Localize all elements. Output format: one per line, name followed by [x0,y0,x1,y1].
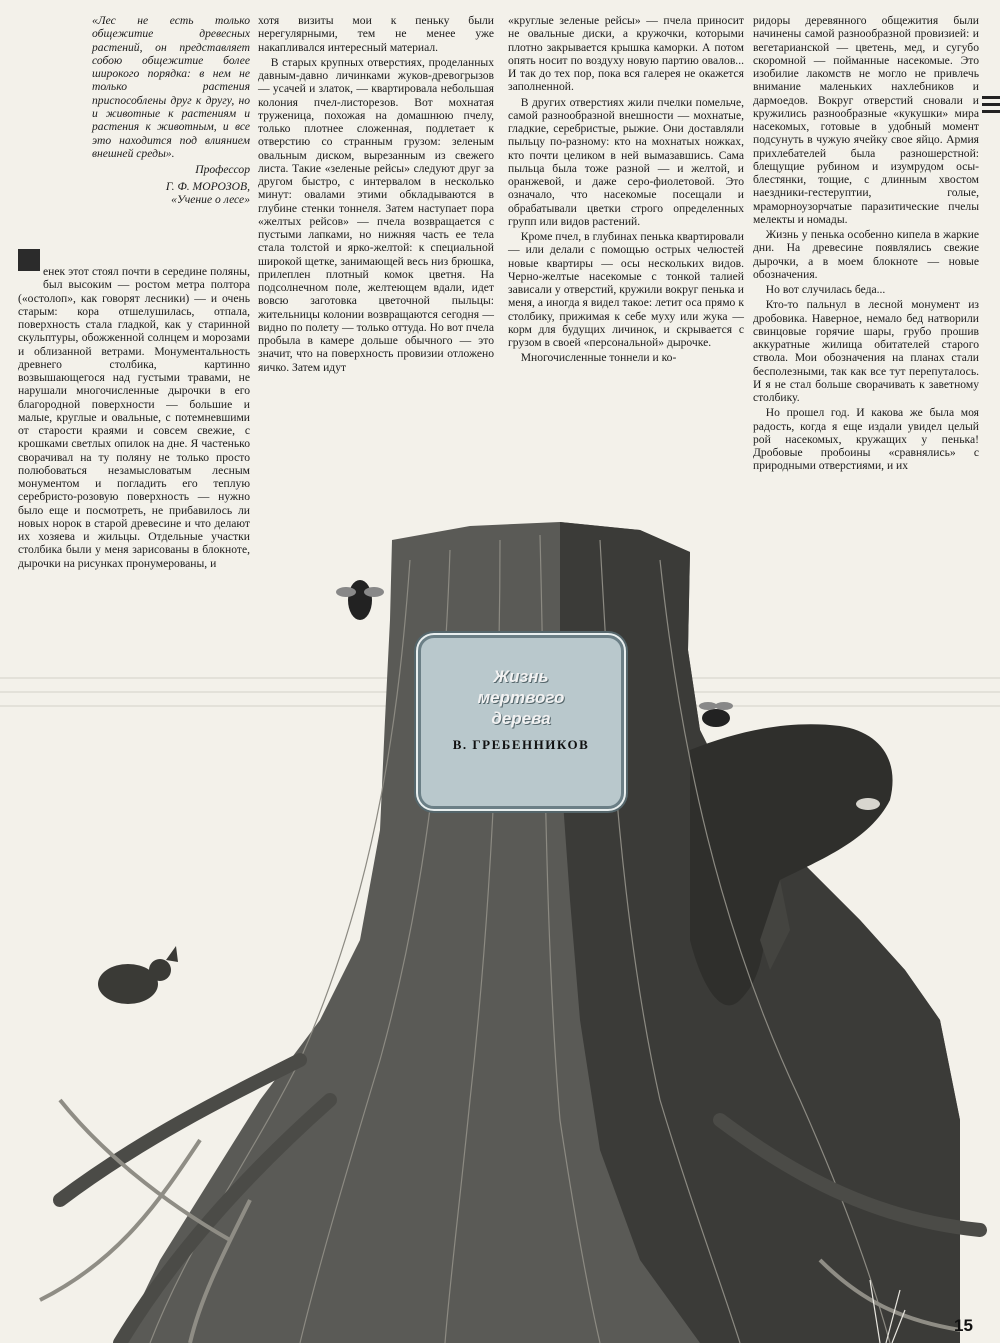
article-title-line-3: дерева [491,709,551,728]
stump-illustration [0,500,1000,1343]
epigraph [92,14,250,206]
edge-marks [982,96,1000,122]
paragraph: ридоры деревянного общежития были начинены самой разнообразной провизией: и вегетарианской — цветень, мед, и сугубо скоромной — пойманные насекомые. Это изобилие лакомств не могло не привлечь внимание маленьких нахлебников и дармоедов. Вокруг отверстий сновали и кружились разнообразные «кукушки» мира насекомых, готовые в удобный момент подсунуть в чужую ячейку свое яйцо. Армия прихлебателей была разношерстной: блещущие рубином и изумрудом осы-блестянки, тощие, с длинным хвостом наездники-гестеруптии, голые, мраморноузорчатые паразитические пчелы мелекты и номады. [753,14,979,226]
article-column-4 [753,14,979,473]
paragraph: хотя визиты мои к пеньку были нерегулярными, тем не менее уже накапливался интересный материал. [258,14,494,54]
paragraph: Но вот случилась беда... [765,283,886,296]
paragraph: В старых крупных отверстиях, проделанных давным-давно личинками жуков-древогрызов — усачей и златок, — квартировала небольшая колония пчел-листорезов. Вот мохнатая труженица, похожая на домашнюю пчелу, только плотнее сложенная, подлетает к отверстию со странным грузом: зеленым овальным диском, вырезанным из свежего листа. Такие «зеленые рейсы» следуют друг за другом быстро, с интервалом в несколько минут: овалами этими обкладываются в глубине стенки тоннеля. Затем наступает пора «желтых рейсов» — пчела возвращается с пустыми лапками, но нижняя часть ее тела стала толстой и ярко-желтой: к специальной широкой щетке, занимающей весь низ брюшка, прилеплен плотный комок цветня. На подсолнечном поле, желтеющем вдали, идет вовсю заготовка цветочной пыльцы: жительницы колонии возвращаются сегодня — видно по полету — только оттуда. Но вот пчела пробыла в камере дольше обычного — это значит, что на поверхность провизии отложено яичко. Затем идут [258,55,494,374]
page-number: 15 [954,1316,973,1335]
title-card [418,635,624,809]
drop-cap-ornament [18,249,40,271]
article-title-line-1: Жизнь [493,667,549,686]
paragraph: Кто-то пальнул в лесной монумент из дробовика. Наверное, немало бед натворили свинцовые горячие шары, грубо прошив аккуратные жилища обитателей старого ствола. Мои обозначения на планах стали бесполезными, так как все тут перепуталось. И я не стал больше сворачивать к заветному столбику. [753,298,979,404]
article-column-2 [258,14,494,374]
article-title-line-2: мертвого [477,688,565,707]
epigraph-work: «Учение о лесе» [171,192,250,206]
article-column-3 [508,14,744,365]
bee-insect-right [699,702,733,727]
paragraph: Кроме пчел, в глубинах пенька квартировали — или делали с помощью острых челюстей новые квартиры — осы нескольких видов. Черно-желтые насекомые с тонкой талией зависали у отверстий, кружили вокруг пенька и меня, а иногда я видел такое: летит оса прямо к столбику, прижимая к себе муху или жука — корм для будущих личинок, и скрывается с грузом в своей «персональной» дырочке. [508,230,744,349]
epigraph-quote: «Лес не есть только общежитие древесных растений, он представляет собою общежитие более широкого порядка: в нем не только растения приспособлены друг к другу, но и животные к растениям и растения к животным, и все это находится под влиянием внешней среды». [92,14,250,160]
paragraph: В других отверстиях жили пчелки помельче, самой разнообразной внешности — мохнатые, гладкие, серебристые, рыжие. Они доставляли пыльцу по-разному: кто на мохнатых ножках, кто почти целиком в ней вымазавшись. Сама пыльца была тоже разной — и желтой, и оранжевой, и даже серо-фиолетовой. Это означало, что насекомые посещали и обрабатывали цветки строго определенных групп или видов растений. [508,95,744,228]
bee-insect-left [336,580,384,620]
epigraph-author-title: Профессор [195,163,250,177]
paragraph: Жизнь у пенька особенно кипела в жаркие дни. На древесине появлялись свежие дырочки, а в моем блокноте — новые обозначения. [753,228,979,281]
article-author: В. ГРЕБЕННИКОВ [452,737,590,752]
paragraph: Но прошел год. И какова же была моя радость, когда я еще издали увидел целый рой насекомых, кружащих у пенька! Дробовые пробоины «сравнялись» с природными отверстиями, и их [753,406,979,473]
larva-insect [856,798,880,810]
paragraph-text: енек этот стоял почти в середине поляны, был высоким — ростом метра полтора («остолоп», как говорят лесники) — и очень старым: кора отшелушилась, отпала, поверхность стала гладкой, как у старинной скульптуры, обожженной солнцем и морозами и облизанной ветрами. Монументальность древнего столбика, картинно возвышающегося над густыми травами, не нарушали многочисленные дырочки в его благородной поверхности — большие и малые, круглые и овальные, с потемневшими от старости краями и совсем свежие, с крошками светлых опилок на дне. Я частенько сворачивал на ту поляну не только просто полюбоваться незамысловатым лесным монументом и погладить его теплую серебристо-розовую поверхность — нужно было еще и посмотреть, не прибавилось ли новых норок в старой древесине и что делают их хозяева и жильцы. Отдельные участки столбика были у меня зарисованы в блокноте, дырочки на рисунках пронумерованы, и [18,265,250,570]
epigraph-author-name: Г. Ф. МОРОЗОВ, [165,179,250,193]
paragraph: Многочисленные тоннели и ко- [520,351,677,365]
paragraph: «круглые зеленые рейсы» — пчела приносит не овальные диски, а кружочки, которыми плотно закрывается крышка каморки. А потом опять носит по воздуху новую партию овалов... И так до тех пор, пока вся галерея не окажется заполненной. [508,14,744,94]
beetle-insect [98,946,178,1004]
